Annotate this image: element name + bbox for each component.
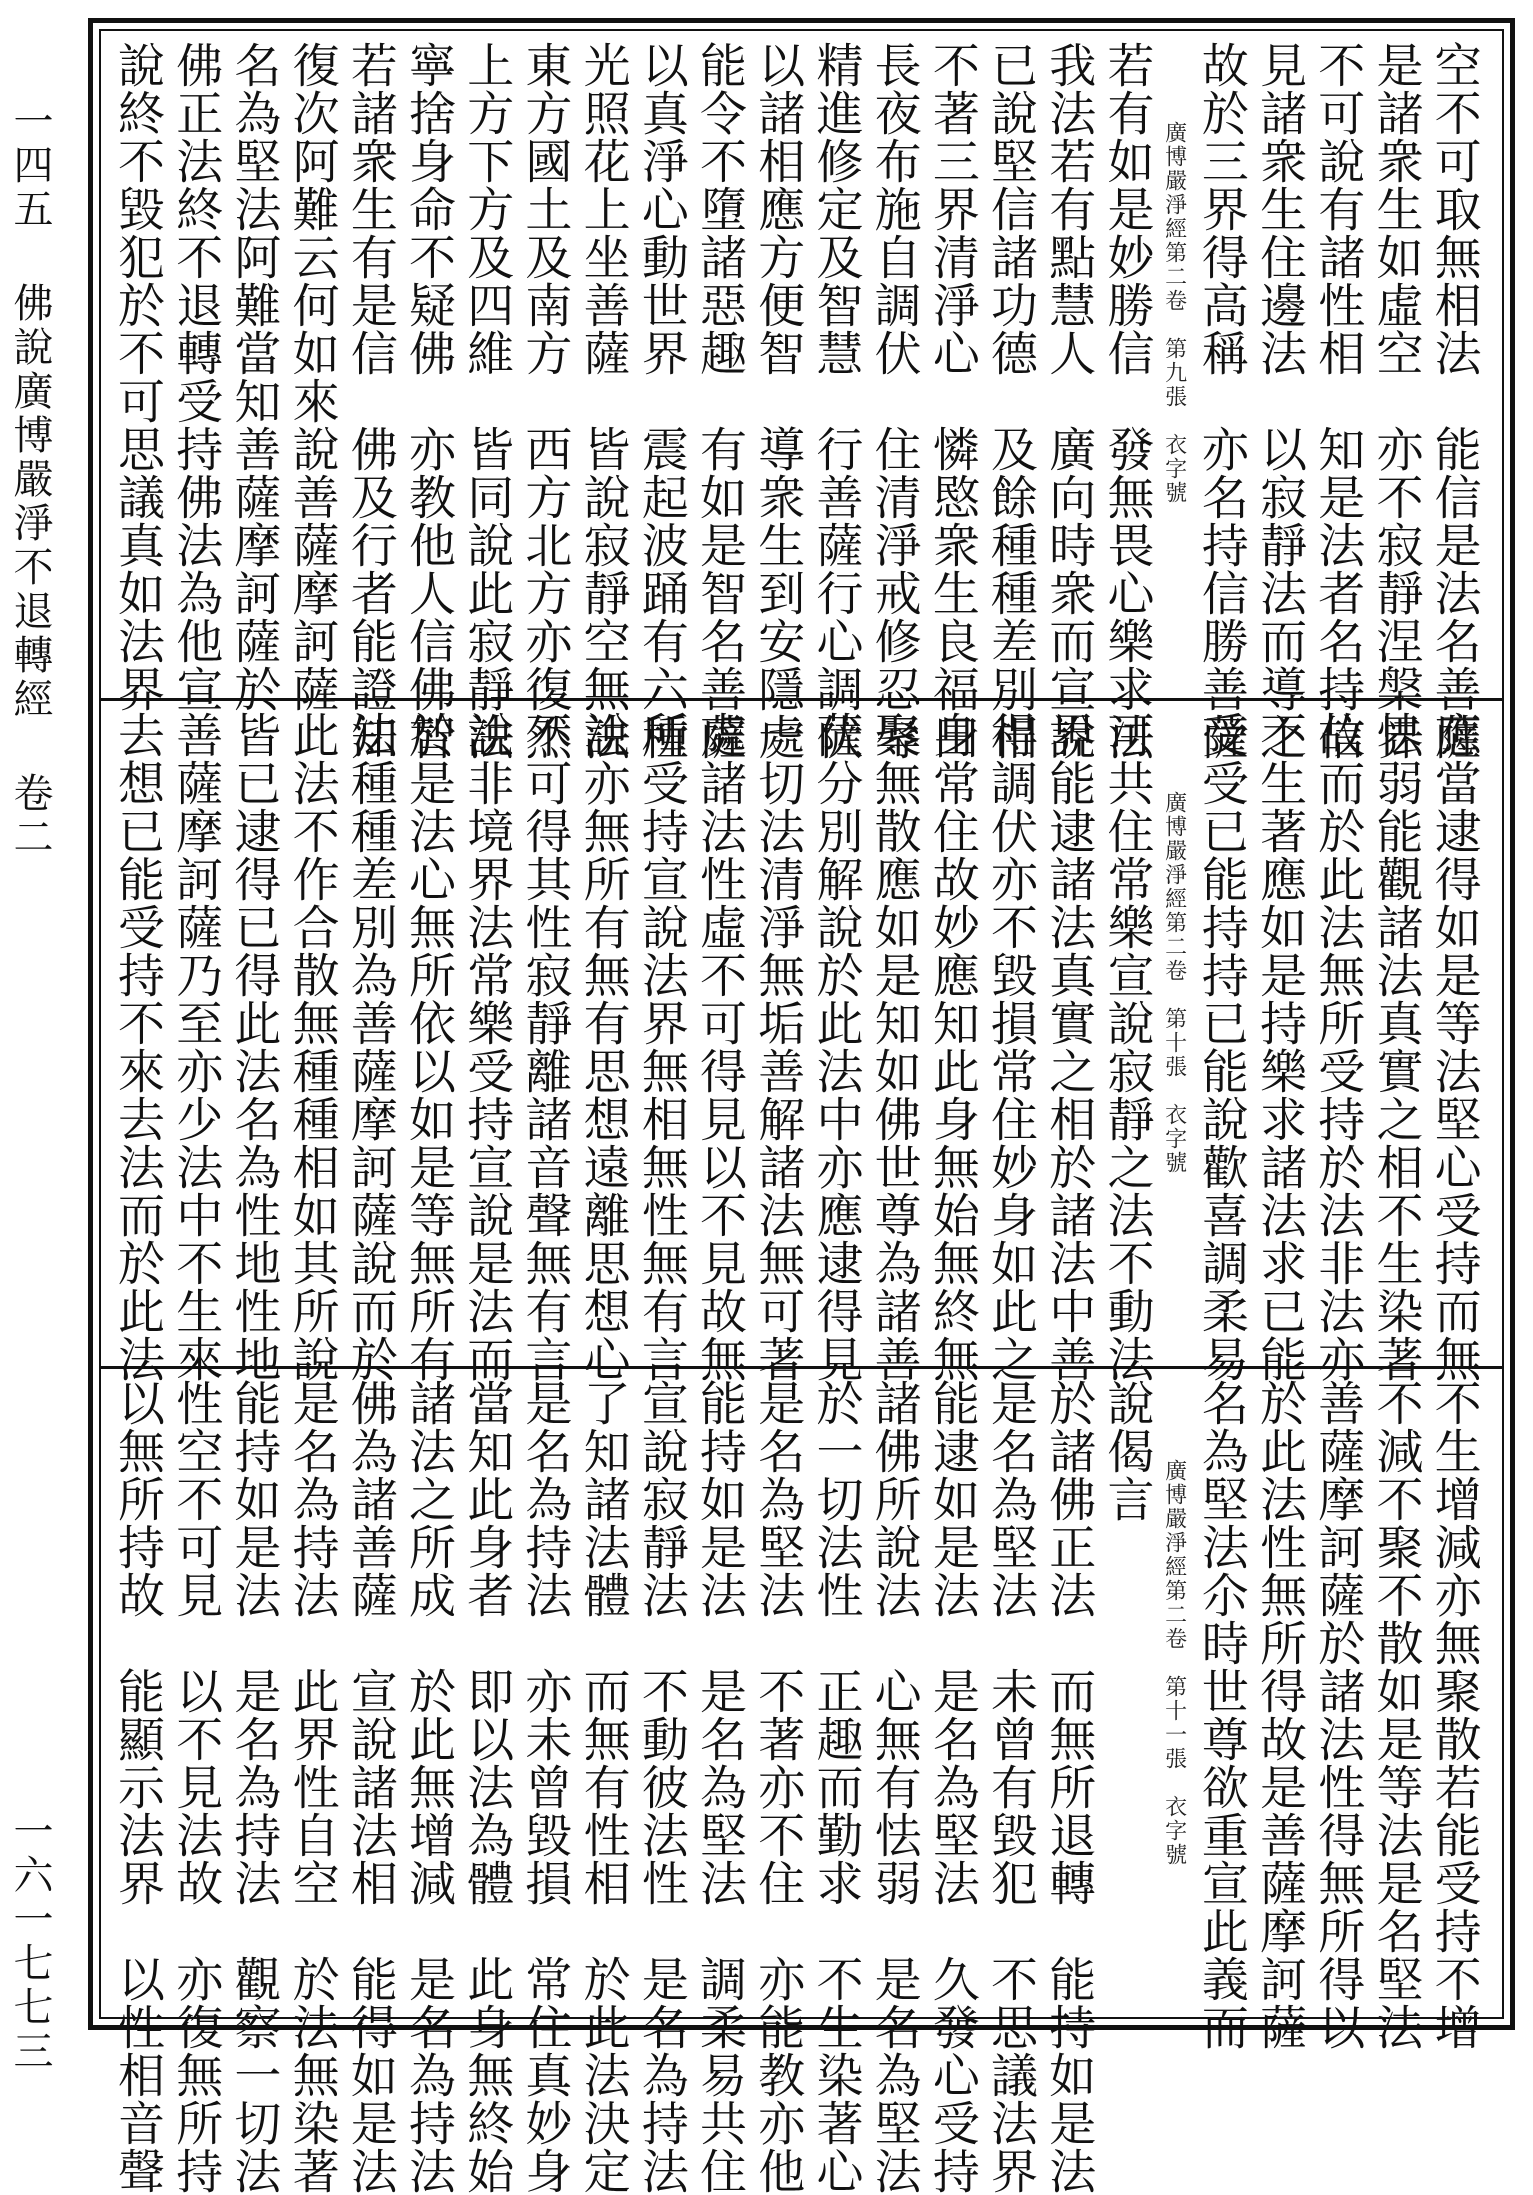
folio-header: 廣博嚴淨經第二卷 第十一張 衣字號 [1161, 1459, 1187, 1867]
text-column: 是諸衆生如虛空 亦不寂靜涅槃界 [1368, 41, 1424, 761]
text-column: 是名為持法 此界性自空 於法無染著 [284, 1379, 340, 2195]
text-column: 諸佛所說法 心無有怯弱 是名為堅法 [866, 1379, 922, 2195]
panel-1 [101, 31, 1502, 761]
text-column: 不可說有諸性相 知是法者名持信 [1310, 41, 1366, 761]
text-column: 能持如是法 是名為堅法 調柔易共住 [692, 1379, 748, 2195]
text-column: 於是法心無所依以如是等無所有 [401, 711, 457, 1383]
text-column: 於此法性無所得故是善薩摩訶薩 [1252, 1379, 1308, 2051]
text-column: 說偈言 [1099, 1379, 1155, 1523]
text-column: 名為堅法阿難當知善薩摩訶薩於 [226, 41, 282, 713]
text-column: 是名為堅法 不著亦不住 亦能教亦他 [750, 1379, 806, 2195]
text-column: 以無所持故 能顯示法界 以性相音聲 [110, 1379, 165, 2195]
text-column: 處諸法性虛不可得見以不見故無 [692, 711, 748, 1383]
text-column: 能令不墮諸惡趣 有如是智名善薩 [692, 41, 748, 761]
text-column: 善薩摩訶薩乃至亦少法中不生來 [168, 711, 224, 1383]
text-column: 名為堅法尒時世尊欲重宣此義而 [1193, 1379, 1249, 2051]
text-column: 於諸佛正法 而無所退轉 能持如是法 [1041, 1379, 1097, 2195]
text-column: 以真淨心動世界 震起波踊有六種 [633, 41, 689, 761]
text-column: 法種種差別為善薩摩訶薩說而於 [342, 711, 398, 1383]
text-column: 說非境界法常樂受持宣說是法而 [459, 711, 515, 1383]
text-column: 是名為堅法 未曾有毀犯 不思議法界 [983, 1379, 1039, 2195]
text-column: 性空不可見 以不見法故 亦復無所持 [168, 1379, 224, 2195]
text-column: 上方下方及四維 皆同說此寂靜法 [459, 41, 515, 761]
text-column: 空不可取無相法 能信是法名善薩 [1426, 41, 1482, 761]
text-column: 可共住常樂宣說寂靜之法不動法 [1099, 711, 1155, 1383]
text-column: 光照花上坐善薩 皆說寂靜空無法 [575, 41, 631, 761]
panel-3-columns [110, 1379, 1482, 2195]
text-column: 故而於此法無所受持於法非法亦 [1310, 711, 1366, 1383]
text-column: 已說堅信諸功德 及餘種種差別相 [983, 41, 1039, 761]
text-column: 故於三界得高稱 亦名持信勝善薩 [1193, 41, 1249, 761]
text-column: 善薩摩訶薩於諸法性得無所得以 [1310, 1379, 1366, 2051]
text-column: 此法不作合散無種種相如其所說 [284, 711, 340, 1383]
text-column: 皆已逮得已得此法名為性地性地 [226, 711, 282, 1383]
text-column: 宣說寂靜法 不動彼法性 是名為持法 [633, 1379, 689, 2195]
text-column: 諸法之所成 於此無增減 是名為持法 [401, 1379, 457, 2195]
panel-2 [101, 698, 1502, 1383]
text-column: 以諸相應方便智 導衆生到安隱處 [750, 41, 806, 761]
text-column: 說終不毀犯於不可思議真如法界 [110, 41, 165, 713]
text-column: 若諸衆生有是信 佛及行者能證知 [342, 41, 398, 761]
text-column: 能持如是法 是名為持法 觀察一切法 [226, 1379, 282, 2195]
text-column: 我法若有點慧人 廣向時衆而宣說 [1041, 41, 1097, 761]
margin-title: 一四五 佛說廣博嚴淨不退轉經 卷二 [7, 100, 53, 860]
text-column: 界能逮諸法真實之相於諸法中善 [1041, 711, 1097, 1383]
text-column: 了知諸法體 而無有性相 於此法決定 [575, 1379, 631, 2195]
text-column: 見諸衆生住邊法 以寂靜法而導之 [1252, 41, 1308, 761]
text-column: 聚無散應如是知如佛世尊為諸善 [866, 711, 922, 1383]
text-column: 能逮如是法 是名為堅法 久發心受持 [924, 1379, 980, 2195]
panel-1-columns [110, 41, 1482, 761]
text-column: 東方國土及南方 西方北方亦復然 [517, 41, 573, 761]
text-column: 說亦無所有無有思想遠離思想心 [575, 711, 631, 1383]
text-column: 一切法清淨無垢善解諸法無可著 [750, 711, 806, 1383]
text-column: 精進修定及智慧 行善薩行心調伏 [808, 41, 864, 761]
text-column: 身常住故妙應知此身無始無終無 [924, 711, 980, 1383]
margin-page-number: 一六一七七三 [7, 1810, 53, 2074]
text-column: 得調伏亦不毀損常住妙身如此之 [983, 711, 1039, 1383]
folio-header: 廣博嚴淨經第二卷 第九張 衣字號 [1161, 121, 1187, 505]
text-column: 所受持宣說法界無相無性無有言 [633, 711, 689, 1383]
text-column: 寧捨身命不疑佛 亦教他人信佛智 [401, 41, 457, 761]
text-column: 佛正法終不退轉受持佛法為他宣 [168, 41, 224, 713]
text-column: 不減不聚不散如是等法是名堅法 [1368, 1379, 1424, 2051]
text-column: 不著三界清淨心 憐愍衆生良福田 [924, 41, 980, 761]
text-column: 若有如是妙勝信 發無畏心樂求法 [1099, 41, 1155, 761]
folio-header: 廣博嚴淨經第二卷 第十張 衣字號 [1161, 791, 1187, 1175]
text-column: 受受已能持持已能說歡喜調柔易 [1193, 711, 1249, 1383]
page-margin [0, 100, 58, 2074]
text-column: 長夜布施自調伏 住清淨戒修忍辱 [866, 41, 922, 761]
scripture-frame [88, 18, 1515, 2195]
text-column: 怯弱能觀諸法真實之相不生染著 [1368, 711, 1424, 1383]
text-column: 不生著應如是持樂求諸法求已能 [1252, 711, 1308, 1383]
text-column: 佛為諸善薩 宣說諸法相 能得如是法 [342, 1379, 398, 2195]
text-column: 不生增減亦無聚散若能受持不增 [1426, 1379, 1482, 2051]
text-column: 薩分別解說於此法中亦應逮得見 [808, 711, 864, 1383]
text-column: 不可得其性寂靜離諸音聲無有言 [517, 711, 573, 1383]
text-column: 應當逮得如是等法堅心受持而無 [1426, 711, 1482, 1383]
text-column: 復次阿難云何如來說善薩摩訶薩 [284, 41, 340, 713]
panel-2-columns [110, 711, 1482, 1383]
text-column: 去想已能受持不來去法而於此法 [110, 711, 165, 1383]
text-column: 於一切法性 正趣而勤求 不生染著心 [808, 1379, 864, 2195]
text-column: 當知此身者 即以法為體 此身無終始 [459, 1379, 515, 2195]
text-column: 是名為持法 亦未曾毀損 常住真妙身 [517, 1379, 573, 2195]
panel-3 [101, 1366, 1502, 2195]
